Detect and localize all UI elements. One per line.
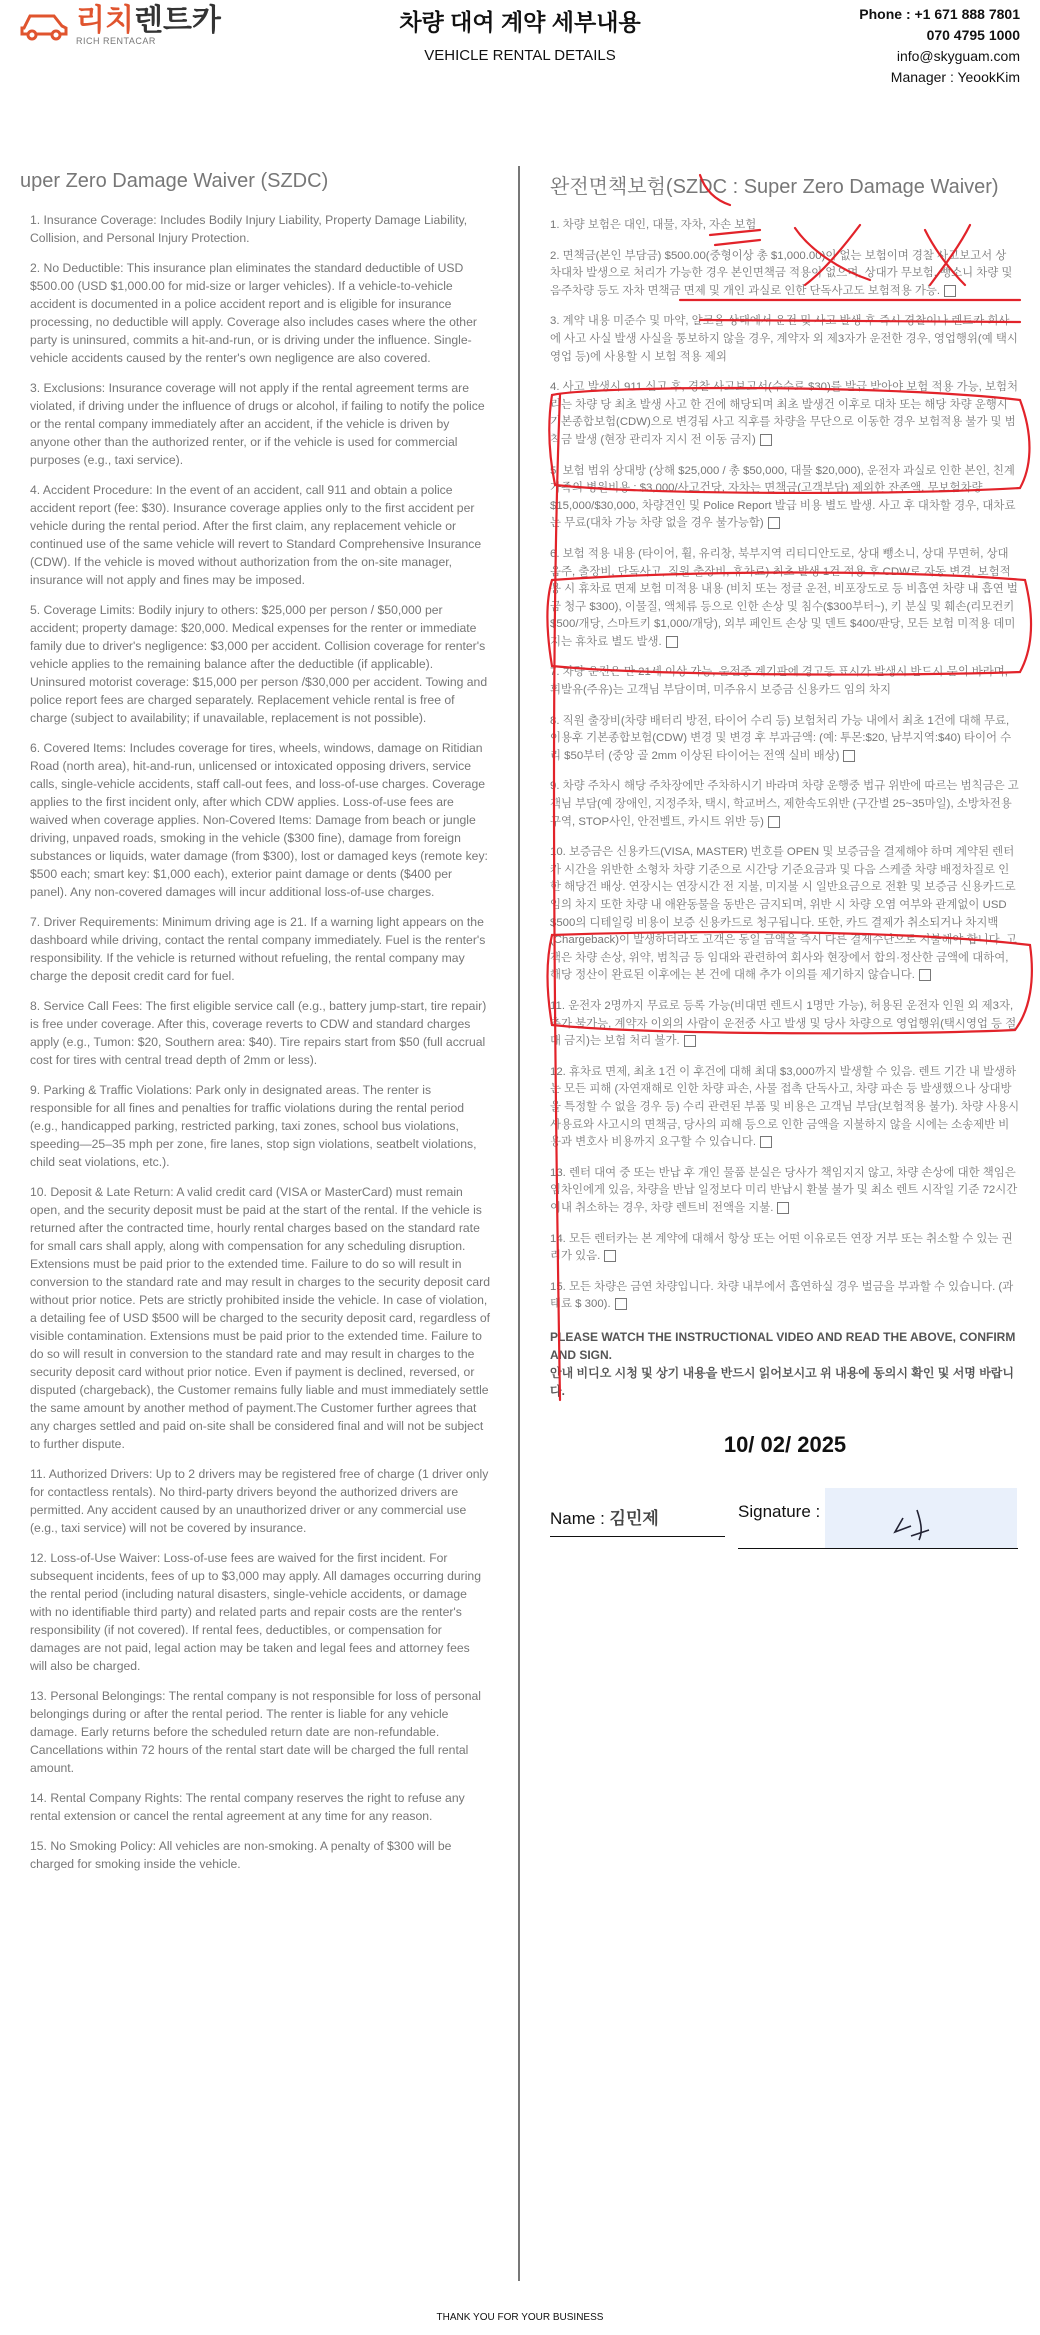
korean-term: 13. 렌터 대여 중 또는 반납 후 개인 물품 분실은 당사가 책임지지 않고, 차량 손상에 대한 책임은 임차인에게 있음, 차량을 반납 일정보다 미리 반납시 환불 불가 및 최소 렌트 시작일 기준 72시간 이내 취소하는 경우, 차량 렌트비 전액을 지불. (550, 1166, 1018, 1214)
english-term: 14. Rental Company Rights: The rental company reserves the right to refuse any rental extension or cancel the rental agreement at any time for any reason. (30, 1791, 465, 1823)
checkbox[interactable] (666, 636, 678, 648)
checkbox[interactable] (615, 1298, 627, 1310)
checkbox[interactable] (843, 750, 855, 762)
name-field[interactable] (550, 1504, 659, 1529)
english-term: 6. Covered Items: Includes coverage for tires, wheels, windows, damage on Ritidian Road (north area), hit-and-run, unlicensed or intoxicated opposing drivers, service calls, single-vehicle accidents, staff call-out fees, and loss-of-use charges. Coverage applies to the first incident only, after which CDW applies. Loss-of-use fees are waived when coverage applies. Non-Covered Items: Damage from beach or jungle driving, unpaved roads, smoking in the vehicle ($300 fine), damage from foreign substances or liquids, water damage (from $300), lost or damaged keys (remote key: $500 each; smart key: $1,000 each), exterior paint damage or dents ($400 per panel). Any non-covered damages will incur additional loss-of-use charges. (30, 741, 488, 899)
confirmation-notice-ko: 안내 비디오 시청 및 상기 내용을 반드시 읽어보시고 위 내용에 동의시 확인 및 서명 바랍니다. (550, 1365, 1014, 1398)
contact-email: info@skyguam.com (896, 48, 1020, 64)
contact-manager: Manager : YeookKim (890, 69, 1020, 85)
english-term: 9. Parking & Traffic Violations: Park only in designated areas. The renter is responsible for all fines and penalties for traffic violations during the rental period (e.g., handicapped parking, restricted parking, taxi zones, school bus violations, speeding—25–35 mph per zone, fire lanes, stop sign violations, seatbelt violations, child seat violations, etc.). (30, 1083, 477, 1169)
column-divider (518, 166, 520, 2281)
english-term: 12. Loss-of-Use Waiver: Loss-of-use fees are waived for the first incident. For subsequent incidents, fees of up to $3,000 may apply. All damages occurring during the rental period (including natural disasters, single-vehicle accidents, or damage with no identifiable third party) and related parts and repair costs are the renter's responsibility (if not covered). If rental fees, deductibles, or compensation for damages are not paid, legal action may be taken and legal fees and attorney fees will also be charged. (30, 1551, 481, 1673)
contact-phone: Phone : +1 671 888 7801 (859, 6, 1020, 22)
brand-name-en: RICH RENTACAR (76, 36, 156, 46)
english-terms-heading: uper Zero Damage Waiver (SZDC) (20, 170, 329, 192)
korean-term: 2. 면책금(본인 부담금) $500.00(중형이상 총 $1,000.00)이 없는 보험이며 경찰 사고보고서 상 차대차 발생으로 처리가 가능한 경우 본인면책금 적용이 없으며, 상대가 무보험, 뺑소니 차량 및 음주차량 등도 자차 면책금 면제 및 개인 과실로 인한 단독사고도 보험적용 가능. (550, 249, 1013, 297)
name-underline (550, 1536, 725, 1537)
confirmation-notice (550, 1328, 1020, 1400)
korean-term: 14. 모든 렌터카는 본 계약에 대해서 항상 또는 어떤 이유로든 연장 거부 또는 취소할 수 있는 권리가 있음. (550, 1232, 1013, 1263)
checkbox[interactable] (944, 285, 956, 297)
brand-name-dark: 렌트카 (133, 4, 221, 37)
english-term: 4. Accident Procedure: In the event of an accident, call 911 and obtain a police accident report (fee: $30). Insurance coverage applies only to the first accident per vehicle during the rental period. After the first claim, any replacement vehicle or continued use of the same vehicle will revert to Standard Comprehensive Insurance (CDW). If the vehicle is moved without authorization from the on-site manager, insurance will not apply and fines may be imposed. (30, 483, 482, 587)
checkbox[interactable] (760, 434, 772, 446)
signature-row (550, 1488, 1020, 1548)
name-value: 김민제 (609, 1508, 659, 1528)
korean-terms-column (550, 170, 1020, 1548)
name-label: Name : (550, 1508, 605, 1528)
checkbox[interactable] (760, 1136, 772, 1148)
korean-term: 5. 보험 범위 상대방 (상해 $25,000 / 총 $50,000, 대물 $20,000), 운전자 과실로 인한 본인, 친계 가족의 병원비용 : $3,000/사고건당, 자차는 면책금(고객부담) 제외한 잔존액, 무보험차량 $15,000/$30,000, 차량견인 및 Police Report 발급 비용 별도 발생. 사고 후 대차할 경우, 대차료는 무료(대차 가능 차량 없을 경우 불가능함) (550, 464, 1016, 530)
english-term: 2. No Deductible: This insurance plan eliminates the standard deductible of USD $500.00 (USD $1,000.00 for mid-size or larger vehicles). If a vehicle-to-vehicle accident is documented in a police accident report and is eligible for insurance processing, no deductible will apply. Coverage also includes cases where the other party is uninsured, commits a hit-and-run, or is driving under the influence. Single-vehicle accidents caused by the renter's own negligence are also covered. (30, 261, 477, 365)
korean-term: 10. 보증금은 신용카드(VISA, MASTER) 번호를 OPEN 및 보증금을 결제해야 하며 계약된 렌터카 시간을 위반한 소형차 차량 기준으로 시간당 기준요금과 및 다음 스케줄 차량 배정차질로 인한 해당건 배상. 연장시는 연장시간 전 지불, 미지불 시 일반요금으로 전환 및 보증금 신용카드로 임의 차지 또한 차량 내 애완동물을 동반은 금지되며, 위반 시 차량 오염 여부와 관계없이 USD $500의 디테일링 비용이 보증 신용카드로 청구됩니다. 또한, 카드 결제가 취소되거나 차지백(Chargeback)이 발생하더라도 고객은 동일 금액을 즉시 다른 결제수단으로 지불해야 합니다. 고객은 차량 손상, 위약, 범칙금 등 임대와 관련하여 회사와 현장에서 합의·정산한 금액에 대하여, 해당 정산이 완료된 이후에는 본 건에 대해 추가 이의를 제기하지 않습니다. (550, 846, 1017, 982)
english-term: 15. No Smoking Policy: All vehicles are non-smoking. A penalty of $300 will be charged for smoking inside the vehicle. (30, 1839, 452, 1871)
english-term: 5. Coverage Limits: Bodily injury to others: $25,000 per person / $50,000 per accident; property damage: $20,000. Medical expenses for the renter or immediate family due to driver's negligence: $3,000 per accident. Collision coverage for renter's vehicle applies to the remaining balance after the deductible (if applicable). Uninsured motorist coverage: $15,000 per person /$30,000 per accident. Towing and police report fees are charged separately. Replacement vehicle rental is free of charge (subject to availability; if unavailable, replacement is not possible). (30, 603, 488, 725)
korean-term: 3. 계약 내용 미준수 및 마약, 알코올 상태에서 운전 및 사고 발생 후 즉시 경찰이나 렌트카 회사에 사고 사실 발생 사실을 통보하지 않을 경우, 계약자 외 제3자가 운전한 경우, 영업행위(예 택시영업 등)에 사용할 시 보험 적용 제외 (550, 315, 1018, 363)
english-terms-column (20, 170, 490, 1885)
korean-term: 8. 직원 출장비(차량 배터리 방전, 타이어 수리 등) 보험처리 가능 내에서 최초 1건에 대해 무료, 이용후 기본종합보험(CDW) 변경 및 변경 후 부과금액: (예: 투몬:$20, 남부지역:$40) 타이어 수리 $50부터 (중앙 골 2mm 이상된 타이어는 전액 실비 배상) (550, 714, 1012, 762)
english-term: 10. Deposit & Late Return: A valid credit card (VISA or MasterCard) must remain open, and the security deposit must be paid at the start of the rental. If the vehicle is returned after the contracted time, hourly rental charges based on the standard rate for small cars shall apply, along with compensation for any scheduling disruption. Extensions must be paid prior to the extended time. Failure to do so will result in conversion to the standard rate and may result in charges to the security deposit card without prior notice. Pets are strictly prohibited inside the vehicle. In case of violation, a detailing fee of USD $500 will be charged to the security deposit card, regardless of visible contamination. Extensions must be paid prior to the extended time. Failure to do so will result in conversion to the standard rate and may result in charges to the security deposit card without prior notice. Even if payment is declined, reversed, or disputed (chargeback), the Customer remains fully liable and must immediately settle the same amount by another method of payment.The Customer further agrees that any charges settled and paid on-site shall be considered final and will not be subject to further dispute. (30, 1185, 491, 1451)
contract-date: 10/ 02/ 2025 (723, 1431, 847, 1457)
english-term: 13. Personal Belongings: The rental company is not responsible for loss of personal belongings during or after the rental period. The renter is liable for any vehicle damage. Early returns before the scheduled return date are non-refundable. Cancellations within 72 hours of the rental start date will be charged the full rental amount. (30, 1689, 481, 1775)
contact-info (859, 4, 1020, 88)
contact-phone-2: 070 4795 1000 (926, 27, 1020, 43)
footer: THANK YOU FOR YOUR BUSINESS (436, 2312, 604, 2323)
handwritten-signature (825, 1488, 1017, 1548)
korean-term: 15. 모든 차량은 금연 차량입니다. 차량 내부에서 흡연하실 경우 벌금을 부과할 수 있습니다. (과태료 $ 300). (550, 1280, 1014, 1311)
confirmation-notice-en: PLEASE WATCH THE INSTRUCTIONAL VIDEO AND READ THE ABOVE, CONFIRM AND SIGN. (550, 1329, 1016, 1362)
english-term: 8. Service Call Fees: The first eligible service call (e.g., battery jump-start, tire repair) is free under coverage. After this, coverage reverts to CDW and standard charges apply (e.g., Tumon: $20, Southern area: $40). Tire repairs start from $50 (full accrual cost for tires with central tread depth of 2mm or less). (30, 999, 487, 1067)
korean-term: 12. 휴차료 면제, 최초 1건 이 후건에 대해 최대 $3,000까지 발생할 수 있음. 렌트 기간 내 발생하는 모든 피해 (자연재해로 인한 차량 파손, 사물 접촉 단독사고, 차량 파손 등 발생했으나 상대방을 특정할 수 없을 경우 등) 수리 관련된 부품 및 비용은 고객님 부담(보험적용 불가). 차량 사용시 사용료와 사고시의 면책금, 당사의 피해 등으로 인한 금액을 지불하지 않을 시에는 소송제반 비용과 변호사 비용까지 요구할 수 있습니다. (550, 1065, 1020, 1149)
checkbox[interactable] (919, 969, 931, 981)
brand-name-red: 리치 (76, 4, 134, 37)
signature-pad[interactable] (825, 1488, 1017, 1548)
checkbox[interactable] (684, 1035, 696, 1047)
korean-term: 7. 차량 운전은 만 21세 이상 가능, 운전중 계기판에 경고등 표시가 발생시 반드시 문의 바라며, 휘발유(주유)는 고객님 부담이며, 미주유시 보증금 신용카드 임의 차지 (550, 666, 1008, 697)
title-korean: 차량 대여 계약 세부내용 (399, 9, 641, 35)
english-term: 3. Exclusions: Insurance coverage will not apply if the rental agreement terms are violated, if driving under the influence of drugs or alcohol, if failing to notify the police or the rental company immediately after an accident, if the vehicle is driven by anyone other than the authorized renter, or if the vehicle is used for commercial purposes (e.g., taxi service). (30, 381, 485, 467)
signature-underline (738, 1548, 1018, 1549)
korean-term: 6. 보험 적용 내용 (타이어, 휠, 유리창, 북부지역 리티디안도로, 상대 뺑소니, 상대 무면허, 상대 음주, 출장비, 단독사고, 직원 출장비, 휴차료) 최초 발생 1건 적용 후 CDW로 자동 변경, 보험적용 시 휴차료 면제 보험 미적용 내용 (비치 또는 정글 운전, 비포장도로 등 비흡연 차량 내 흡연 벌금 청구 $300), 이물질, 액체류 등으로 인한 손상 및 침수($300부터~), 키 분실 및 훼손(리모컨키 $500/개당, 스마트키 $1,000/개당), 외부 페인트 손상 및 덴트 $400/판당, 모든 보험 미적용 데미지는 휴차료 별도 발생. (550, 547, 1018, 648)
korean-term: 1. 차량 보험은 대인, 대물, 자차, 자손 보험 (550, 219, 757, 231)
korean-term: 11. 운전자 2명까지 무료로 등록 가능(비대면 렌트시 1명만 가능), 허용된 운전자 인원 외 제3자, 추가 불가능, 계약자 이외의 사람이 운전중 사고 발생 및 당사 차량으로 영업행위(택시영업 등 절대 금지)는 보험 처리 불가. (550, 999, 1017, 1048)
header (0, 0, 1040, 110)
title-english: VEHICLE RENTAL DETAILS (424, 47, 616, 64)
signature-label: Signature : (738, 1501, 821, 1521)
checkbox[interactable] (768, 816, 780, 828)
korean-term: 9. 차량 주차시 해당 주차장에만 주차하시기 바라며 차량 운행중 법규 위반에 따르는 범칙금은 고객님 부담(예 장애인, 지정주차, 택시, 학교버스, 제한속도위반 (구간별 25~35마일), 소방차전용구역, STOP사인, 안전벨트, 카시트 위반 등) (550, 780, 1019, 828)
english-term: 7. Driver Requirements: Minimum driving age is 21. If a warning light appears on the dashboard while driving, contact the rental company immediately. Fuel is the renter's responsibility. If the vehicle is returned without refueling, the rental company may charge the deposit credit card for fuel. (30, 915, 486, 983)
checkbox[interactable] (777, 1202, 789, 1214)
korean-term: 4. 사고 발생시 911 신고 후, 경찰 사고보고서(수수료 $30)를 발급 받아야 보험 적용 가능, 보험처리는 차량 당 최초 발생 사고 한 건에 해당되며 최초 발생건 이후로 대차 또는 해당 차량 운행시 기본종합보험(CDW)으로 변경됨 사고 직후를 차량을 무단으로 이동한 경우 보험적용 불가 및 범칙금 발생 (현장 관리자 지시 전 이동 금지) (550, 381, 1018, 446)
english-term: 1. Insurance Coverage: Includes Bodily Injury Liability, Property Damage Liability, Collision, and Personal Injury Protection. (30, 213, 468, 245)
checkbox[interactable] (768, 517, 780, 529)
english-term: 11. Authorized Drivers: Up to 2 drivers may be registered free of charge (1 driver only for contactless rentals). No third-party drivers beyond the authorized drivers are permitted. Any accident caused by an unauthorized driver or any commercial use (e.g., taxi service) will not be covered by insurance. (30, 1467, 489, 1535)
korean-terms-heading: 완전면책보험(SZDC : Super Zero Damage Waiver) (550, 176, 999, 198)
checkbox[interactable] (604, 1250, 616, 1262)
